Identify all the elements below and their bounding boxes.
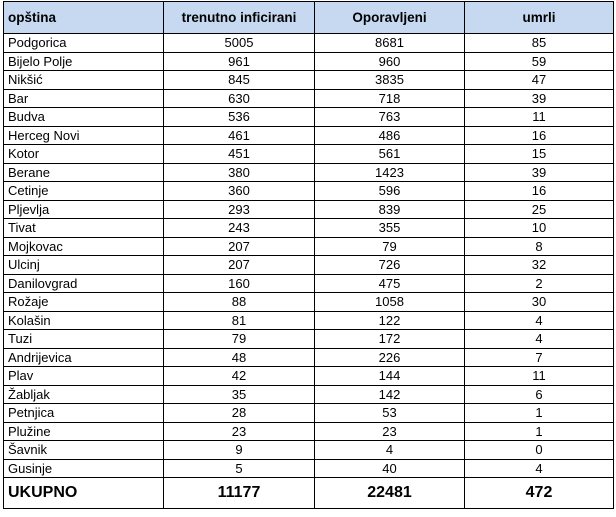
municipality-name: Tuzi	[4, 330, 164, 349]
table-row	[4, 293, 614, 312]
table-row	[4, 163, 614, 182]
deceased-cell: 39	[465, 89, 614, 108]
municipality-name: Podgorica	[4, 34, 164, 53]
municipality-name: Cetinje	[4, 182, 164, 201]
total-deceased: 472	[465, 478, 614, 509]
currently-infected-cell: 207	[164, 237, 315, 256]
table-row	[4, 330, 614, 349]
table-row	[4, 71, 614, 90]
recovered-cell: 79	[315, 237, 465, 256]
deceased-cell: 85	[465, 34, 614, 53]
total-row	[4, 478, 614, 509]
deceased-cell: 16	[465, 182, 614, 201]
municipality-name: Petnjica	[4, 404, 164, 423]
table-header	[4, 2, 614, 34]
deceased-cell: 16	[465, 126, 614, 145]
recovered-cell: 486	[315, 126, 465, 145]
municipality-name: Kotor	[4, 145, 164, 164]
table-row	[4, 422, 614, 441]
recovered-cell: 1058	[315, 293, 465, 312]
municipality-name: Pljevlja	[4, 200, 164, 219]
deceased-cell: 11	[465, 108, 614, 127]
table-row	[4, 200, 614, 219]
deceased-cell: 10	[465, 219, 614, 238]
municipality-name: Andrijevica	[4, 348, 164, 367]
deceased-cell: 25	[465, 200, 614, 219]
recovered-cell: 355	[315, 219, 465, 238]
deceased-cell: 11	[465, 367, 614, 386]
municipality-name: Kolašin	[4, 311, 164, 330]
currently-infected-cell: 207	[164, 256, 315, 275]
deceased-cell: 47	[465, 71, 614, 90]
recovered-cell: 763	[315, 108, 465, 127]
recovered-cell: 960	[315, 52, 465, 71]
recovered-cell: 23	[315, 422, 465, 441]
municipality-name: Berane	[4, 163, 164, 182]
header-municipality: opština	[4, 2, 164, 34]
table-row	[4, 367, 614, 386]
table-row	[4, 385, 614, 404]
table-row	[4, 311, 614, 330]
municipality-name: Budva	[4, 108, 164, 127]
table-row	[4, 182, 614, 201]
table-body	[4, 34, 614, 478]
recovered-cell: 53	[315, 404, 465, 423]
deceased-cell: 32	[465, 256, 614, 275]
municipality-name: Mojkovac	[4, 237, 164, 256]
currently-infected-cell: 88	[164, 293, 315, 312]
recovered-cell: 561	[315, 145, 465, 164]
municipality-name: Ulcinj	[4, 256, 164, 275]
deceased-cell: 1	[465, 404, 614, 423]
municipality-name: Rožaje	[4, 293, 164, 312]
municipality-name: Bar	[4, 89, 164, 108]
currently-infected-cell: 79	[164, 330, 315, 349]
total-currently-infected: 11177	[164, 478, 315, 509]
table-row	[4, 52, 614, 71]
municipality-name: Danilovgrad	[4, 274, 164, 293]
deceased-cell: 1	[465, 422, 614, 441]
deceased-cell: 15	[465, 145, 614, 164]
header-deceased: umrli	[465, 2, 614, 34]
recovered-cell: 8681	[315, 34, 465, 53]
deceased-cell: 8	[465, 237, 614, 256]
table-row	[4, 89, 614, 108]
recovered-cell: 475	[315, 274, 465, 293]
recovered-cell: 596	[315, 182, 465, 201]
municipality-name: Žabljak	[4, 385, 164, 404]
table-row	[4, 219, 614, 238]
recovered-cell: 172	[315, 330, 465, 349]
municipality-name: Plav	[4, 367, 164, 386]
recovered-cell: 718	[315, 89, 465, 108]
header-currently-infected: trenutno inficirani	[164, 2, 315, 34]
municipality-name: Tivat	[4, 219, 164, 238]
recovered-cell: 839	[315, 200, 465, 219]
table-row	[4, 459, 614, 478]
currently-infected-cell: 5005	[164, 34, 315, 53]
table-row	[4, 126, 614, 145]
municipality-name: Nikšić	[4, 71, 164, 90]
deceased-cell: 2	[465, 274, 614, 293]
municipality-name: Šavnik	[4, 441, 164, 460]
table-row	[4, 34, 614, 53]
deceased-cell: 0	[465, 441, 614, 460]
table-footer	[4, 478, 614, 509]
currently-infected-cell: 845	[164, 71, 315, 90]
recovered-cell: 142	[315, 385, 465, 404]
deceased-cell: 4	[465, 311, 614, 330]
currently-infected-cell: 451	[164, 145, 315, 164]
currently-infected-cell: 42	[164, 367, 315, 386]
table-row	[4, 256, 614, 275]
currently-infected-cell: 243	[164, 219, 315, 238]
currently-infected-cell: 81	[164, 311, 315, 330]
currently-infected-cell: 35	[164, 385, 315, 404]
deceased-cell: 7	[465, 348, 614, 367]
municipality-name: Herceg Novi	[4, 126, 164, 145]
deceased-cell: 59	[465, 52, 614, 71]
recovered-cell: 122	[315, 311, 465, 330]
municipality-name: Bijelo Polje	[4, 52, 164, 71]
deceased-cell: 4	[465, 459, 614, 478]
recovered-cell: 3835	[315, 71, 465, 90]
currently-infected-cell: 293	[164, 200, 315, 219]
table-row	[4, 274, 614, 293]
header-recovered: Oporavljeni	[315, 2, 465, 34]
recovered-cell: 726	[315, 256, 465, 275]
municipality-statistics-table	[3, 1, 614, 509]
currently-infected-cell: 9	[164, 441, 315, 460]
currently-infected-cell: 48	[164, 348, 315, 367]
table-row	[4, 441, 614, 460]
deceased-cell: 4	[465, 330, 614, 349]
deceased-cell: 6	[465, 385, 614, 404]
currently-infected-cell: 28	[164, 404, 315, 423]
recovered-cell: 144	[315, 367, 465, 386]
deceased-cell: 39	[465, 163, 614, 182]
table-row	[4, 348, 614, 367]
currently-infected-cell: 961	[164, 52, 315, 71]
recovered-cell: 1423	[315, 163, 465, 182]
currently-infected-cell: 5	[164, 459, 315, 478]
currently-infected-cell: 630	[164, 89, 315, 108]
municipality-name: Plužine	[4, 422, 164, 441]
currently-infected-cell: 360	[164, 182, 315, 201]
currently-infected-cell: 536	[164, 108, 315, 127]
total-recovered: 22481	[315, 478, 465, 509]
currently-infected-cell: 380	[164, 163, 315, 182]
municipality-name: Gusinje	[4, 459, 164, 478]
table-row	[4, 108, 614, 127]
header-row	[4, 2, 614, 34]
deceased-cell: 30	[465, 293, 614, 312]
currently-infected-cell: 461	[164, 126, 315, 145]
table-row	[4, 145, 614, 164]
recovered-cell: 4	[315, 441, 465, 460]
table-row	[4, 404, 614, 423]
currently-infected-cell: 160	[164, 274, 315, 293]
currently-infected-cell: 23	[164, 422, 315, 441]
total-label: UKUPNO	[4, 478, 164, 509]
table-row	[4, 237, 614, 256]
recovered-cell: 226	[315, 348, 465, 367]
recovered-cell: 40	[315, 459, 465, 478]
